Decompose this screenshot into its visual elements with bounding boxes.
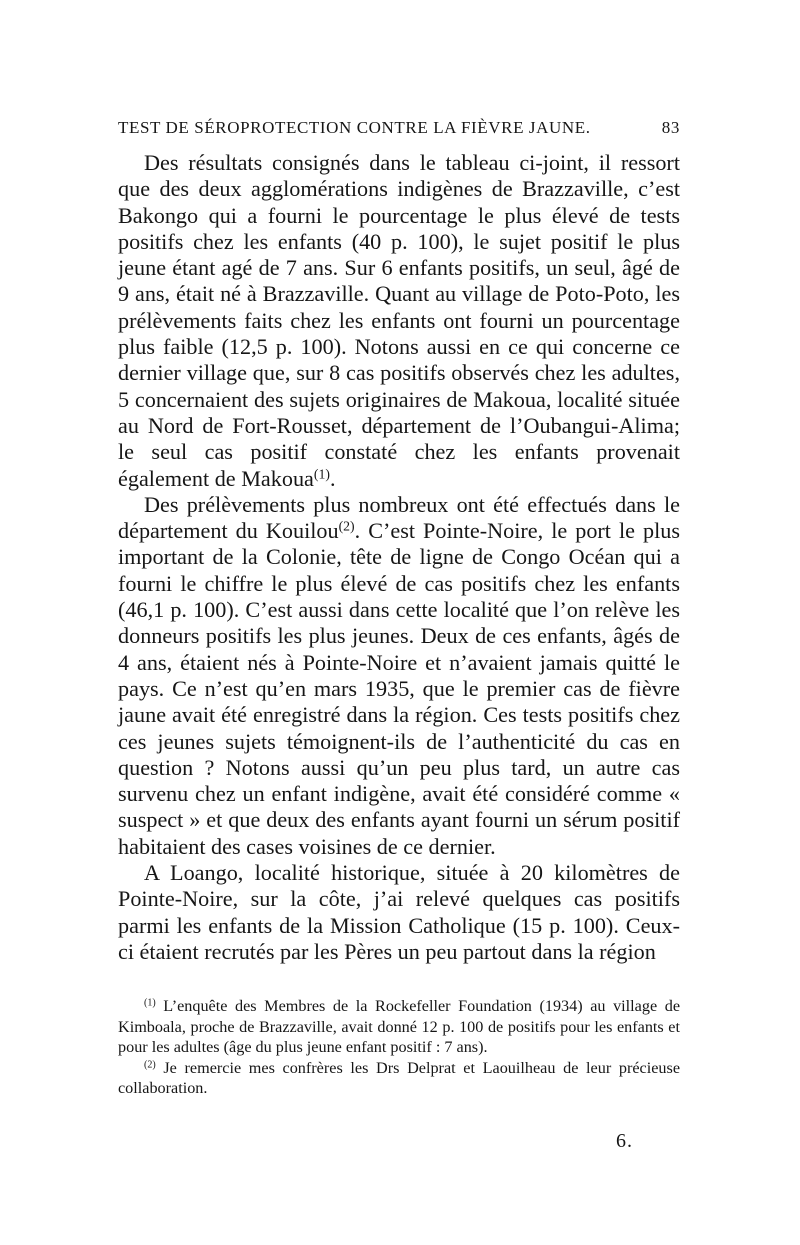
signature-mark: 6. [616,1130,633,1152]
footnote-1-text: L’enquête des Membres de la Rockefeller Foundation (1934) au village de Kimboala, proche de Brazzaville, avait donné 12 p. 100 de positifs pour les enfants et pour les adultes (âge du plus jeune enfant positif : 7 ans). [118,997,680,1057]
footnote-ref-2: (2) [338,518,355,534]
page-number: 83 [661,118,680,137]
paragraph-1 [118,150,680,492]
paragraph-3-text: A Loango, localité historique, située à 20 kilomètres de Pointe-Noire, sur la côte, j’ai relevé quelques cas positifs parmi les enfants de la Mission Catholique (15 p. 100). Ceux-ci étaient recrutés par les Pères un peu partout dans la région [118,860,680,964]
footnote-2 [118,1058,680,1099]
footnote-2-marker: (2) [144,1059,156,1071]
body-text [118,150,680,965]
paragraph-1-text: Des résultats consignés dans le tableau ci-joint, il ressort que des deux agglomérations indigènes de Brazzaville, c’est Bakongo qui a fourni le pourcentage le plus élevé de tests positifs chez les enfants (40 p. 100), le sujet positif le plus jeune étant agé de 7 ans. Sur 6 enfants positifs, un seul, âgé de 9 ans, était né à Brazzaville. Quant au village de Poto-Poto, les prélèvements faits chez les enfants ont fourni un pourcentage plus faible (12,5 p. 100). Notons aussi en ce qui concerne ce dernier village que, sur 8 cas positifs observés chez les adultes, 5 concernaient des sujets originaires de Makoua, localité située au Nord de Fort-Rousset, département de l’Oubangui-Alima; le seul cas positif constaté chez les enfants provenait également de Makoua [118,150,680,491]
footnote-1 [118,996,680,1058]
paragraph-2 [118,492,680,860]
paragraph-3 [118,860,680,965]
running-title: TEST DE SÉROPROTECTION CONTRE LA FIÈVRE JAUNE. [118,118,591,137]
running-head [118,118,680,142]
footnotes [118,996,680,1099]
paragraph-2-text-b: . C’est Pointe-Noire, le port le plus important de la Colonie, tête de ligne de Congo Océan qui a fourni le chiffre le plus élevé de cas positifs chez les enfants (46,1 p. 100). C’est aussi dans cette localité que l’on relève les donneurs positifs les plus jeunes. Deux de ces enfants, âgés de 4 ans, étaient nés à Pointe-Noire et n’avaient jamais quitté le pays. Ce n’est qu’en mars 1935, que le premier cas de fièvre jaune avait été enregistré dans la région. Ces tests positifs chez ces jeunes sujets témoignent-ils de l’authenticité du cas en question ? Notons aussi qu’un peu plus tard, un autre cas survenu chez un enfant indigène, avait été considéré comme « suspect » et que deux des enfants ayant fourni un sérum positif habitaient des cases voisines de ce dernier. [118,518,680,859]
footnote-ref-1: (1) [313,466,330,481]
footnote-1-marker: (1) [144,997,156,1009]
footnote-2-text: Je remercie mes confrères les Drs Delprat et Laouilheau de leur précieuse collaboration. [118,1058,681,1098]
paragraph-2-text-a: Des prélèvements plus nombreux ont été effectués dans le département du Kouilou [118,491,680,544]
paragraph-1-end: . [329,465,336,491]
